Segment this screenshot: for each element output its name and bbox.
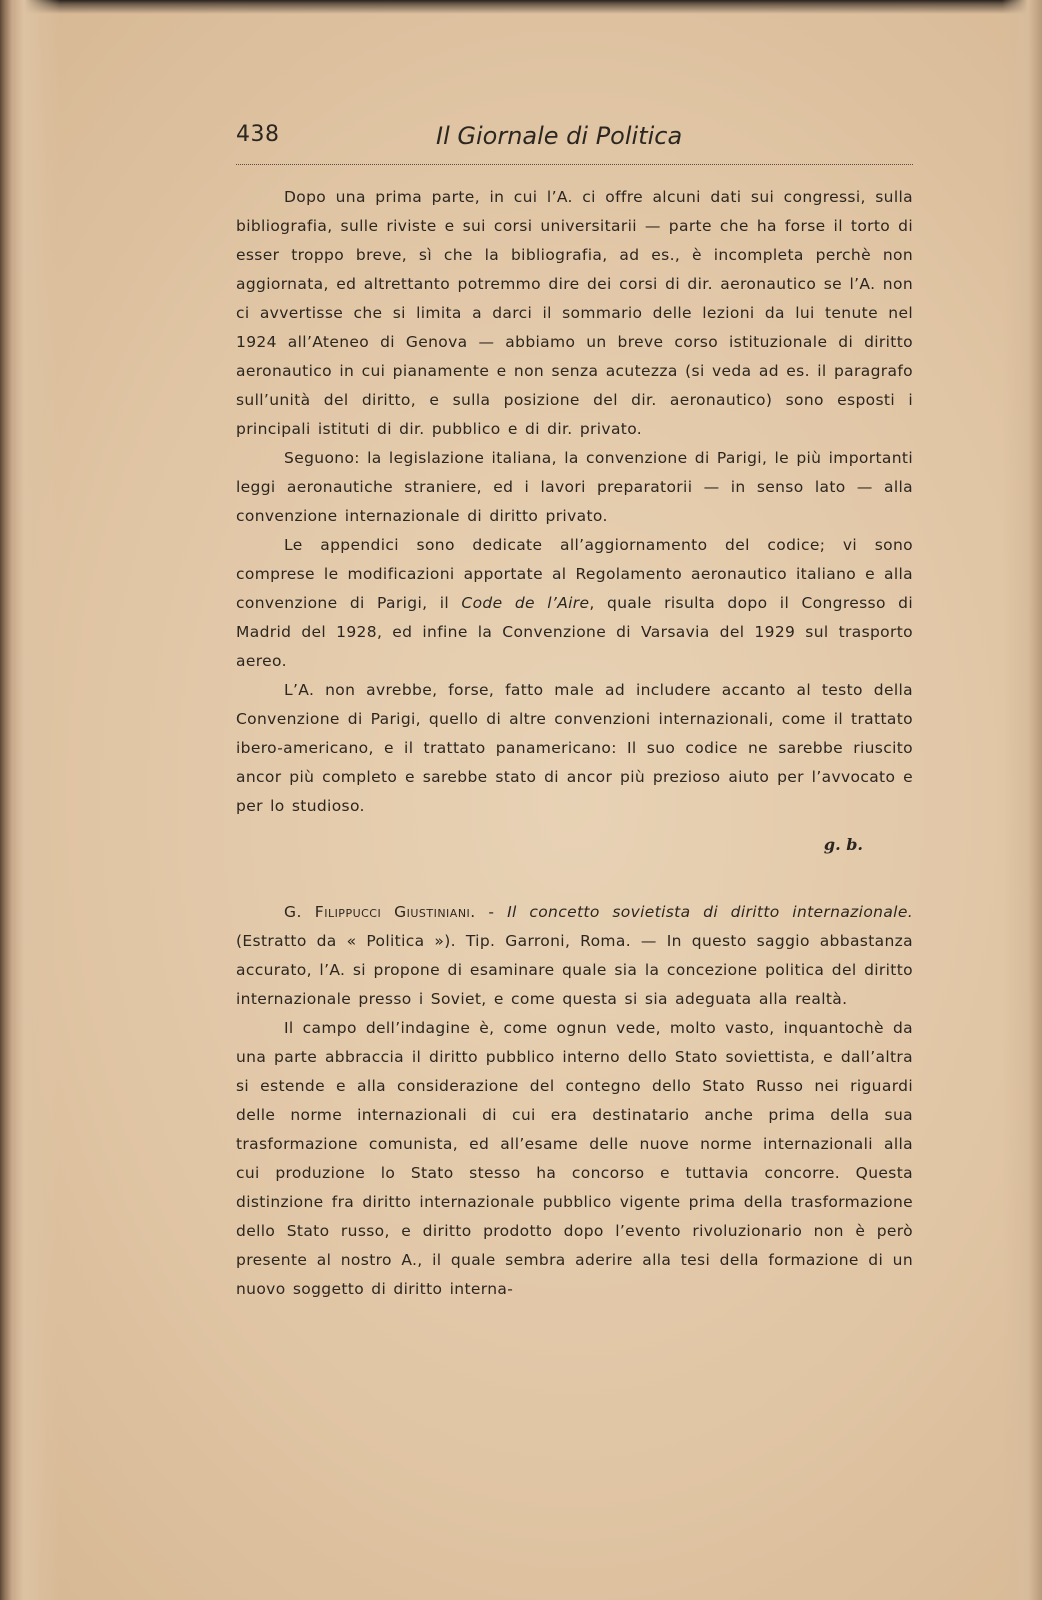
header-divider [236, 164, 913, 165]
reviewer-signature: g. b. [823, 835, 863, 854]
journal-title: Il Giornale di Politica [436, 122, 683, 150]
review2-paragraph-1 [236, 898, 913, 1014]
cited-work-title: Code de l’Aire [461, 594, 590, 612]
review2-title: Il concetto sovietista di diritto internazionale. [507, 903, 913, 921]
review1-paragraph-3 [236, 531, 913, 676]
page-content [236, 120, 913, 1304]
review1-paragraph-4: L’A. non avrebbe, forse, fatto male ad includere accanto al testo della Convenzione di Parigi, quello di altre convenzioni internazionali, come il trattato ibero-americano, e il trattato panamericano: Il suo codice ne sarebbe riuscito ancor più completo e sarebbe stato di ancor più prezioso aiuto per l’avvocato e per lo studioso. [236, 681, 913, 815]
review2-paragraph-2: Il campo dell’indagine è, come ognun vede, molto vasto, inquantochè da una parte abbraccia il diritto pubblico interno dello Stato soviettista, e dall’altra si estende e alla considerazione del contegno dello Stato Russo nei riguardi delle norme internazionali di cui era destinatario anche prima della sua trasformazione comunista, ed all’esame delle nuove norme internazionali alla cui produzione lo Stato stesso ha concorso e tuttavia concorre. Questa distinzione fra diritto internazionale pubblico vigente prima della trasformazione dello Stato russo, e diritto prodotto dopo l’evento rivoluzionario non è però presente al nostro A., il quale sembra aderire alla tesi della formazione di un nuovo soggetto di diritto interna- [236, 1019, 913, 1298]
review1-paragraph-1: Dopo una prima parte, in cui l’A. ci offre alcuni dati sui congressi, sulla bibliografia, sulle riviste e sui corsi universitarii — parte che ha forse il torto di esser troppo breve, sì che la bibliografia, ad es., è incompleta perchè non aggiornata, ed altrettanto potremmo dire dei corsi di dir. aeronautico se l’A. non ci avvertisse che si limita a darci il sommario delle lezioni da lui tenute nel 1924 all’Ateneo di Genova — abbiamo un breve corso istituzionale di diritto aeronautico in cui pianamente e non senza acutezza (si veda ad es. il paragrafo sull’unità del diritto, e sulla posizione del dir. aeronautico) sono esposti i principali istituti di dir. pubblico e di dir. privato. [236, 188, 913, 438]
page-number: 438 [236, 122, 280, 147]
review2-author: G. Filippucci Giustiniani. [284, 903, 476, 921]
review2-dash: - [475, 903, 508, 921]
review1-p3-text-start: Le appendici sono dedicate all’aggiornamento del codice; vi sono comprese le modificazioni apportate al Regolamento aeronautico italiano e alla convenzione di Parigi, il [236, 536, 913, 612]
review1-paragraph-2: Seguono: la legislazione italiana, la convenzione di Parigi, le più importanti leggi aeronautiche straniere, ed i lavori preparatorii — in senso lato — alla convenzione internazionale di diritto privato. [236, 449, 914, 525]
review1-p3-text-end: , quale risulta dopo il Congresso di Madrid del 1928, ed infine la Convenzione di Varsavia del 1929 sul trasporto aereo. [236, 594, 913, 670]
review2-text: (Estratto da « Politica »). Tip. Garroni, Roma. — In questo saggio abbastanza accurato, l’A. si propone di esaminare quale sia la concezione politica del diritto internazionale presso i Soviet, e come questa si sia adeguata alla realtà. [236, 932, 913, 1008]
running-head [236, 120, 913, 164]
